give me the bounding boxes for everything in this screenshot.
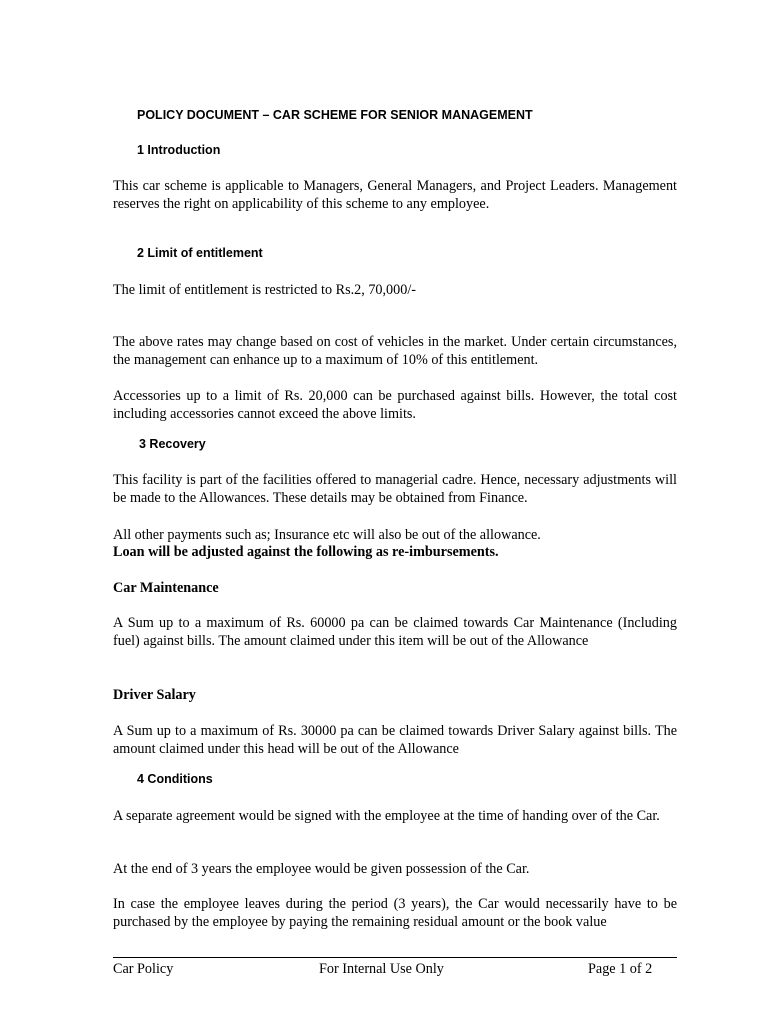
conditions-paragraph-1: A separate agreement would be signed with the employee at the time of handing over of the Car. — [113, 808, 660, 824]
section-heading-conditions: 4 Conditions — [137, 772, 213, 786]
car-maintenance-paragraph: A Sum up to a maximum of Rs. 60000 pa can be claimed towards Car Maintenance (Including fuel) against bills. The amount claimed under this item will be out of the Allowance — [113, 615, 677, 649]
limit-paragraph-2: The above rates may change based on cost of vehicles in the market. Under certain circumstances, the management can enhance up to a maximum of 10% of this entitlement. — [113, 334, 677, 368]
footer-center: For Internal Use Only — [319, 961, 444, 977]
document-title: POLICY DOCUMENT – CAR SCHEME FOR SENIOR MANAGEMENT — [137, 108, 533, 122]
footer-page-number: Page 1 of 2 — [588, 961, 653, 977]
introduction-paragraph: This car scheme is applicable to Managers, General Managers, and Project Leaders. Management reserves the right on applicability of this scheme to any employee. — [113, 178, 677, 212]
conditions-paragraph-2: At the end of 3 years the employee would be given possession of the Car. — [113, 861, 530, 877]
conditions-paragraph-3: In case the employee leaves during the period (3 years), the Car would necessarily have to be purchased by the employee by paying the remaining residual amount or the book value — [113, 896, 677, 930]
footer-divider — [113, 957, 677, 958]
limit-paragraph-3: Accessories up to a limit of Rs. 20,000 can be purchased against bills. However, the total cost including accessories cannot exceed the above limits. — [113, 388, 677, 422]
section-heading-introduction: 1 Introduction — [137, 143, 221, 157]
footer-left: Car Policy — [113, 961, 174, 977]
section-heading-limit: 2 Limit of entitlement — [137, 246, 263, 260]
car-maintenance-heading: Car Maintenance — [113, 580, 219, 596]
section-heading-recovery: 3 Recovery — [139, 437, 206, 451]
recovery-paragraph-2-bold: Loan will be adjusted against the following as re-imbursements. — [113, 544, 499, 560]
limit-paragraph-1: The limit of entitlement is restricted to Rs.2, 70,000/- — [113, 282, 417, 298]
recovery-paragraph-1: This facility is part of the facilities offered to managerial cadre. Hence, necessary adjustments will be made to the Allowances. These details may be obtained from Finance. — [113, 472, 677, 506]
recovery-paragraph-2: All other payments such as; Insurance etc will also be out of the allowance. — [113, 527, 541, 543]
driver-salary-heading: Driver Salary — [113, 687, 196, 703]
driver-salary-paragraph: A Sum up to a maximum of Rs. 30000 pa can be claimed towards Driver Salary against bills. The amount claimed under this head will be out of the Allowance — [113, 723, 677, 757]
